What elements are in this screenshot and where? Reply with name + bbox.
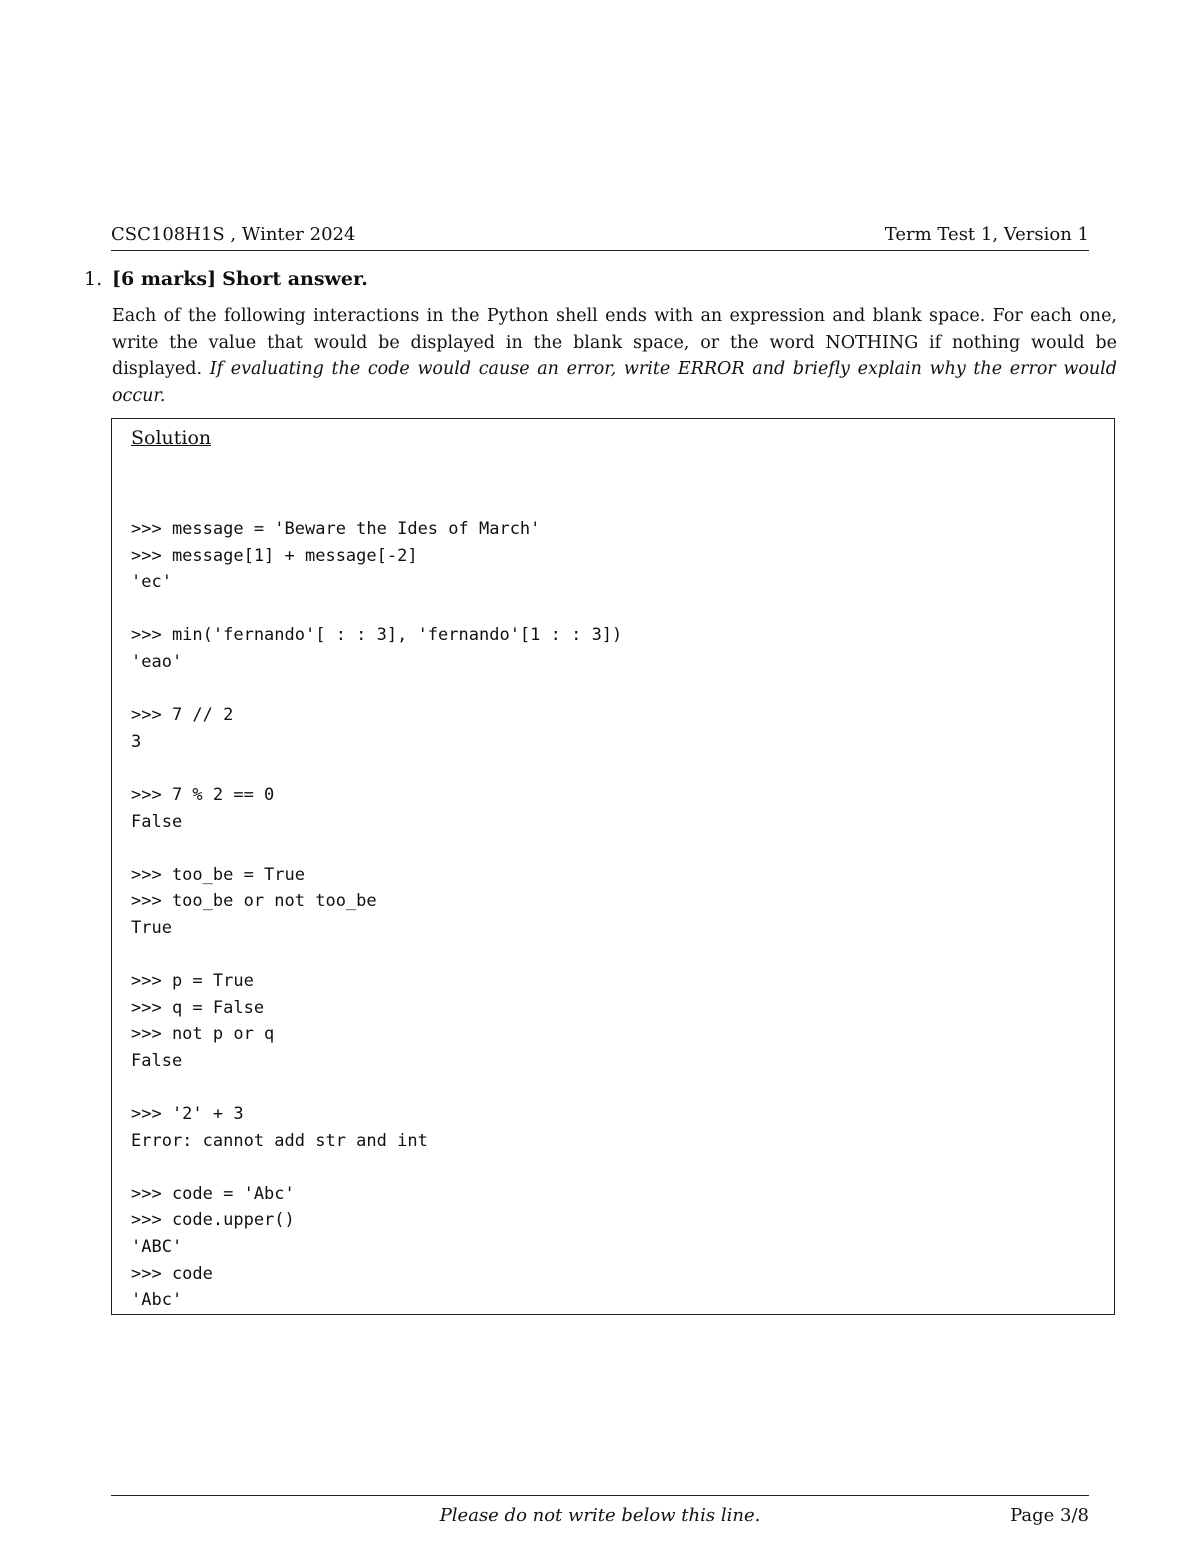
question-number: 1. (84, 268, 103, 290)
page-number: Page 3/8 (1010, 1505, 1089, 1526)
code-line: False (131, 1050, 183, 1071)
code-line: >>> p = True (131, 971, 254, 992)
instructions-error-note: If evaluating the code would cause an error, write ERROR and briefly explain why the error would occur. (112, 359, 1117, 406)
code-line: >>> not p or q (131, 1024, 275, 1045)
code-line: >>> too_be or not too_be (131, 891, 377, 912)
question-heading (84, 268, 368, 290)
solution-code (131, 516, 622, 1314)
code-line: >>> 7 % 2 == 0 (131, 784, 275, 805)
code-line (131, 1074, 622, 1101)
code-line: 'ec' (131, 572, 172, 593)
code-line: >>> q = False (131, 997, 265, 1018)
page-header (111, 224, 1089, 251)
instructions-text: Each of the following interactions in the Python shell ends with an expression and blank space. For each one, write the value that would be displayed in the blank space, or the word NOTHING if nothing would be displayed. (112, 306, 1117, 379)
code-line (131, 942, 622, 969)
footer-note: Please do not write below this line. (439, 1505, 761, 1526)
code-line: >>> code (131, 1263, 213, 1284)
code-line: 'eao' (131, 651, 183, 672)
test-version: Term Test 1, Version 1 (884, 224, 1089, 245)
code-line: >>> 7 // 2 (131, 705, 234, 726)
footer-divider (111, 1495, 1089, 1496)
code-line: True (131, 917, 172, 938)
solution-label: Solution (131, 427, 212, 449)
code-line: >>> code.upper() (131, 1210, 295, 1231)
code-line: >>> '2' + 3 (131, 1104, 244, 1125)
question-title: Short answer. (222, 268, 368, 290)
code-line: >>> message[1] + message[-2] (131, 545, 418, 566)
code-line: 'Abc' (131, 1290, 183, 1311)
code-line: 'ABC' (131, 1237, 183, 1258)
code-line: >>> code = 'Abc' (131, 1183, 295, 1204)
code-line (131, 1154, 622, 1181)
code-line (131, 596, 622, 623)
code-line (131, 755, 622, 782)
solution-box (111, 418, 1115, 1315)
course-title: CSC108H1S , Winter 2024 (111, 224, 356, 245)
code-line: 3 (131, 731, 142, 752)
code-line: >>> message = 'Beware the Ides of March' (131, 519, 541, 539)
code-line: >>> too_be = True (131, 864, 305, 885)
code-line (131, 676, 622, 703)
code-line: False (131, 811, 183, 832)
code-line (131, 835, 622, 862)
question-instructions (112, 303, 1117, 409)
code-line: Error: cannot add str and int (131, 1130, 428, 1151)
question-marks: [6 marks] (112, 268, 217, 290)
code-line: >>> min('fernando'[ : : 3], 'fernando'[1 : : 3]) (131, 625, 623, 646)
